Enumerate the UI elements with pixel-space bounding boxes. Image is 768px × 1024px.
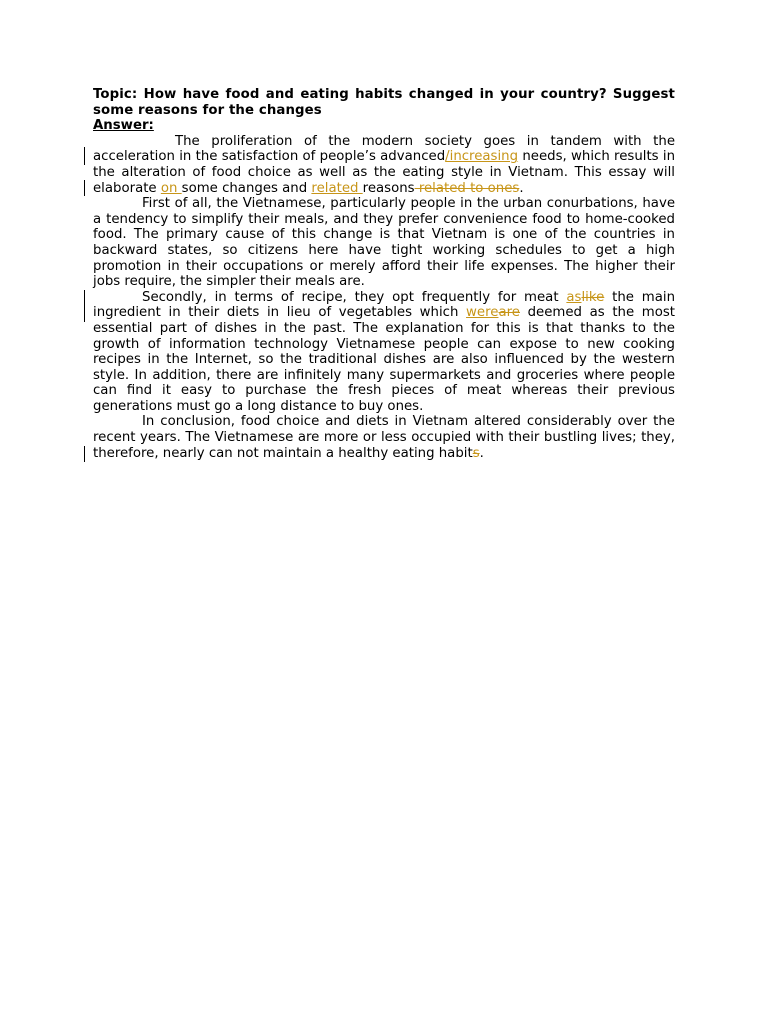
conclusion-text-a: In conclusion, food choice and diets in Vietnam altered considerably over the recent years. The Vietnamese are more or less occupied with their bustling lives; they, therefore, nearly can not maintain a healthy eating habit (93, 414, 675, 461)
paragraph-body-2 (93, 290, 675, 415)
inserted-text: /increasing (445, 149, 519, 165)
intro-text-d: reasons (362, 180, 415, 196)
conclusion-text-b: . (479, 445, 484, 461)
inserted-text: related (311, 180, 363, 196)
change-bar-1 (84, 147, 85, 165)
intro-text-a: The proliferation of the modern society goes in tandem with the acceleration in the satisfaction of people’s advanced (93, 133, 675, 165)
body2-text-b: the main ingredient in their diets in lieu of vegetables which (93, 289, 676, 321)
intro-text-e: . (519, 180, 524, 196)
body2-text-a: Secondly, in terms of recipe, they opt frequently for meat (142, 289, 567, 305)
deleted-text: like (581, 289, 605, 305)
answer-label: Answer: (93, 118, 154, 134)
document-body (93, 87, 675, 461)
deleted-text: are (498, 305, 520, 321)
inserted-text: on (160, 180, 182, 196)
paragraph-conclusion (93, 414, 675, 461)
inserted-text: were (466, 305, 499, 321)
paragraph-intro (93, 134, 675, 196)
change-bar-2 (84, 180, 85, 196)
change-bar-3 (84, 290, 85, 322)
deleted-text: related to ones (414, 180, 520, 196)
intro-text-b: needs, which results in the alteration of food choice as well as the eating style in Vietnam. This essay will elaborate (93, 149, 675, 196)
intro-text-c: some changes and (181, 180, 312, 196)
topic-heading: Topic: How have food and eating habits changed in your country? Suggest some reasons for the changes (93, 87, 675, 118)
change-bar-4 (84, 446, 85, 462)
body2-text-c: deemed as the most essential part of dishes in the past. The explanation for this is that thanks to the growth of information technology Vietnamese people can expose to new cooking recipes in the Internet, so the traditional dishes are also influenced by the western style. In addition, there are infinitely many supermarkets and groceries where people can find it easy to purchase the fresh pieces of meat whereas their previous generations must go a long distance to buy ones. (93, 305, 675, 414)
deleted-text: s (472, 445, 480, 461)
paragraph-body-1: First of all, the Vietnamese, particularly people in the urban conurbations, have a tendency to simplify their meals, and they prefer convenience food to home-cooked food. The primary cause of this change is that Vietnam is one of the countries in backward states, so citizens here have tight working schedules to get a high promotion in their occupations or merely afford their life expenses. The higher their jobs require, the simpler their meals are. (93, 196, 675, 290)
inserted-text: as (566, 289, 582, 305)
